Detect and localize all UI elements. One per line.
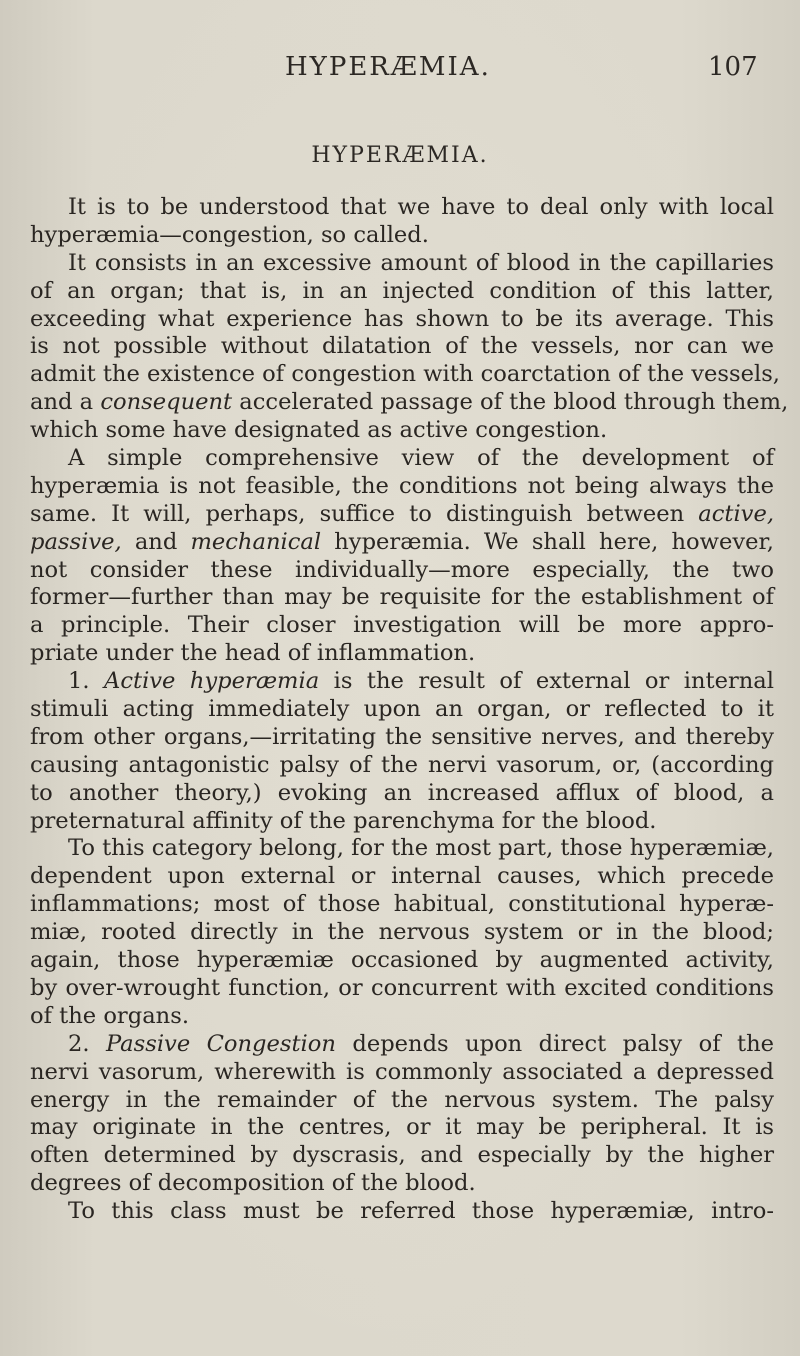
text-segment: not consider these individually—more especially, the two [30, 556, 774, 583]
italic-text: Active hyperæmia [104, 668, 320, 695]
section-title: HYPERÆMIA. [311, 143, 489, 168]
text-line [30, 612, 774, 640]
text-segment: depends upon direct palsy of the [335, 1030, 774, 1057]
text-line [30, 947, 774, 975]
text-segment: of the organs. [30, 1002, 189, 1029]
text-line [30, 1142, 774, 1170]
text-line [30, 417, 774, 445]
running-title: HYPERÆMIA. [285, 52, 491, 82]
text-segment: 2. [68, 1030, 106, 1057]
text-segment: To this category belong, for the most part, those hyperæmiæ, [68, 835, 774, 862]
text-segment: often determined by dyscrasis, and especially by the higher [30, 1142, 774, 1169]
text-segment: by over-wrought function, or concurrent with excited conditions [30, 974, 774, 1001]
text-segment: miæ, rooted directly in the nervous system or in the blood; [30, 919, 774, 946]
text-segment: To this class must be referred those hyperæmiæ, intro- [68, 1198, 774, 1225]
text-segment: which some have designated as active congestion. [30, 417, 608, 444]
text-line [30, 780, 774, 808]
text-segment: It is to be understood that we have to deal only with local [68, 194, 774, 220]
italic-text: Passive Congestion [105, 1030, 336, 1057]
text-line [30, 808, 774, 836]
text-line [30, 1059, 774, 1087]
text-segment: energy in the remainder of the nervous system. The palsy [30, 1086, 774, 1113]
text-line [30, 473, 774, 501]
text-line [30, 389, 789, 417]
text-segment: and a [30, 389, 101, 416]
text-segment: of an organ; that is, in an injected condition of this latter, [30, 277, 774, 304]
text-line [30, 724, 774, 752]
text-line [30, 640, 774, 668]
text-segment: is the result of external or internal [319, 668, 774, 695]
text-line [30, 1003, 774, 1031]
text-segment: causing antagonistic palsy of the nervi vasorum, or, (according [30, 751, 774, 778]
text-line [30, 529, 774, 557]
text-line [30, 863, 774, 891]
text-segment: degrees of decomposition of the blood. [30, 1170, 476, 1197]
text-line [30, 333, 774, 361]
running-head [0, 48, 800, 88]
text-segment: exceeding what experience has shown to be its average. This [30, 305, 774, 332]
text-segment: to another theory,) evoking an increased afflux of blood, a [30, 779, 774, 806]
text-segment: hyperæmia. We shall here, however, [321, 528, 774, 555]
text-line [30, 445, 774, 473]
text-line [30, 1087, 774, 1115]
text-segment: nervi vasorum, wherewith is commonly associated a depressed [30, 1058, 774, 1085]
text-segment: former—further than may be requisite for the establishment of [30, 584, 774, 611]
text-line [30, 557, 774, 585]
text-segment: preternatural affinity of the parenchyma for the blood. [30, 807, 657, 834]
text-line [30, 1170, 774, 1198]
text-line [30, 668, 774, 696]
text-line [30, 222, 774, 250]
text-line [30, 919, 774, 947]
text-line [30, 1114, 774, 1142]
text-segment: dependent upon external or internal causes, which precede [30, 863, 774, 890]
text-line [30, 975, 774, 1003]
page-number: 107 [708, 52, 758, 82]
text-segment: inflammations; most of those habitual, constitutional hyperæ- [30, 891, 774, 918]
italic-text: passive, [30, 528, 122, 555]
text-segment: 1. [68, 668, 105, 695]
text-line [30, 584, 774, 612]
text-segment: a principle. Their closer investigation will be more appro- [30, 612, 774, 639]
text-line [30, 891, 774, 919]
text-segment: priate under the head of inflammation. [30, 640, 476, 667]
text-segment: It consists in an excessive amount of blood in the capillaries [68, 249, 774, 276]
text-segment: same. It will, perhaps, suffice to distinguish between [30, 500, 699, 527]
text-line [30, 361, 780, 389]
italic-text: consequent [100, 389, 233, 416]
text-segment: again, those hyperæmiæ occasioned by augmented activity, [30, 947, 774, 974]
text-line [30, 1031, 774, 1059]
text-segment: may originate in the centres, or it may be peripheral. It is [30, 1114, 774, 1141]
text-segment: A simple comprehensive view of the development of [68, 445, 774, 472]
text-segment: from other organs,—irritating the sensitive nerves, and thereby [30, 723, 774, 750]
text-segment: and [121, 528, 191, 555]
text-line [30, 696, 774, 724]
text-line [30, 278, 774, 306]
italic-text: mechanical [190, 528, 322, 555]
text-line [30, 752, 774, 780]
text-line [30, 1198, 774, 1226]
text-segment: hyperæmia—congestion, so called. [30, 221, 429, 248]
text-line [30, 306, 774, 334]
text-segment: accelerated passage of the blood through them, [232, 389, 789, 416]
text-segment: stimuli acting immediately upon an organ, or reflected to it [30, 696, 774, 723]
text-line [30, 194, 774, 222]
body-text [30, 194, 789, 1226]
text-segment: admit the existence of congestion with coarctation of the vessels, [30, 361, 780, 388]
italic-text: active, [698, 500, 774, 527]
text-segment: is not possible without dilatation of the vessels, nor can we [30, 333, 774, 360]
text-line [30, 835, 774, 863]
text-line [30, 501, 774, 529]
text-segment: hyperæmia is not feasible, the conditions not being always the [30, 472, 774, 499]
text-line [30, 250, 774, 278]
